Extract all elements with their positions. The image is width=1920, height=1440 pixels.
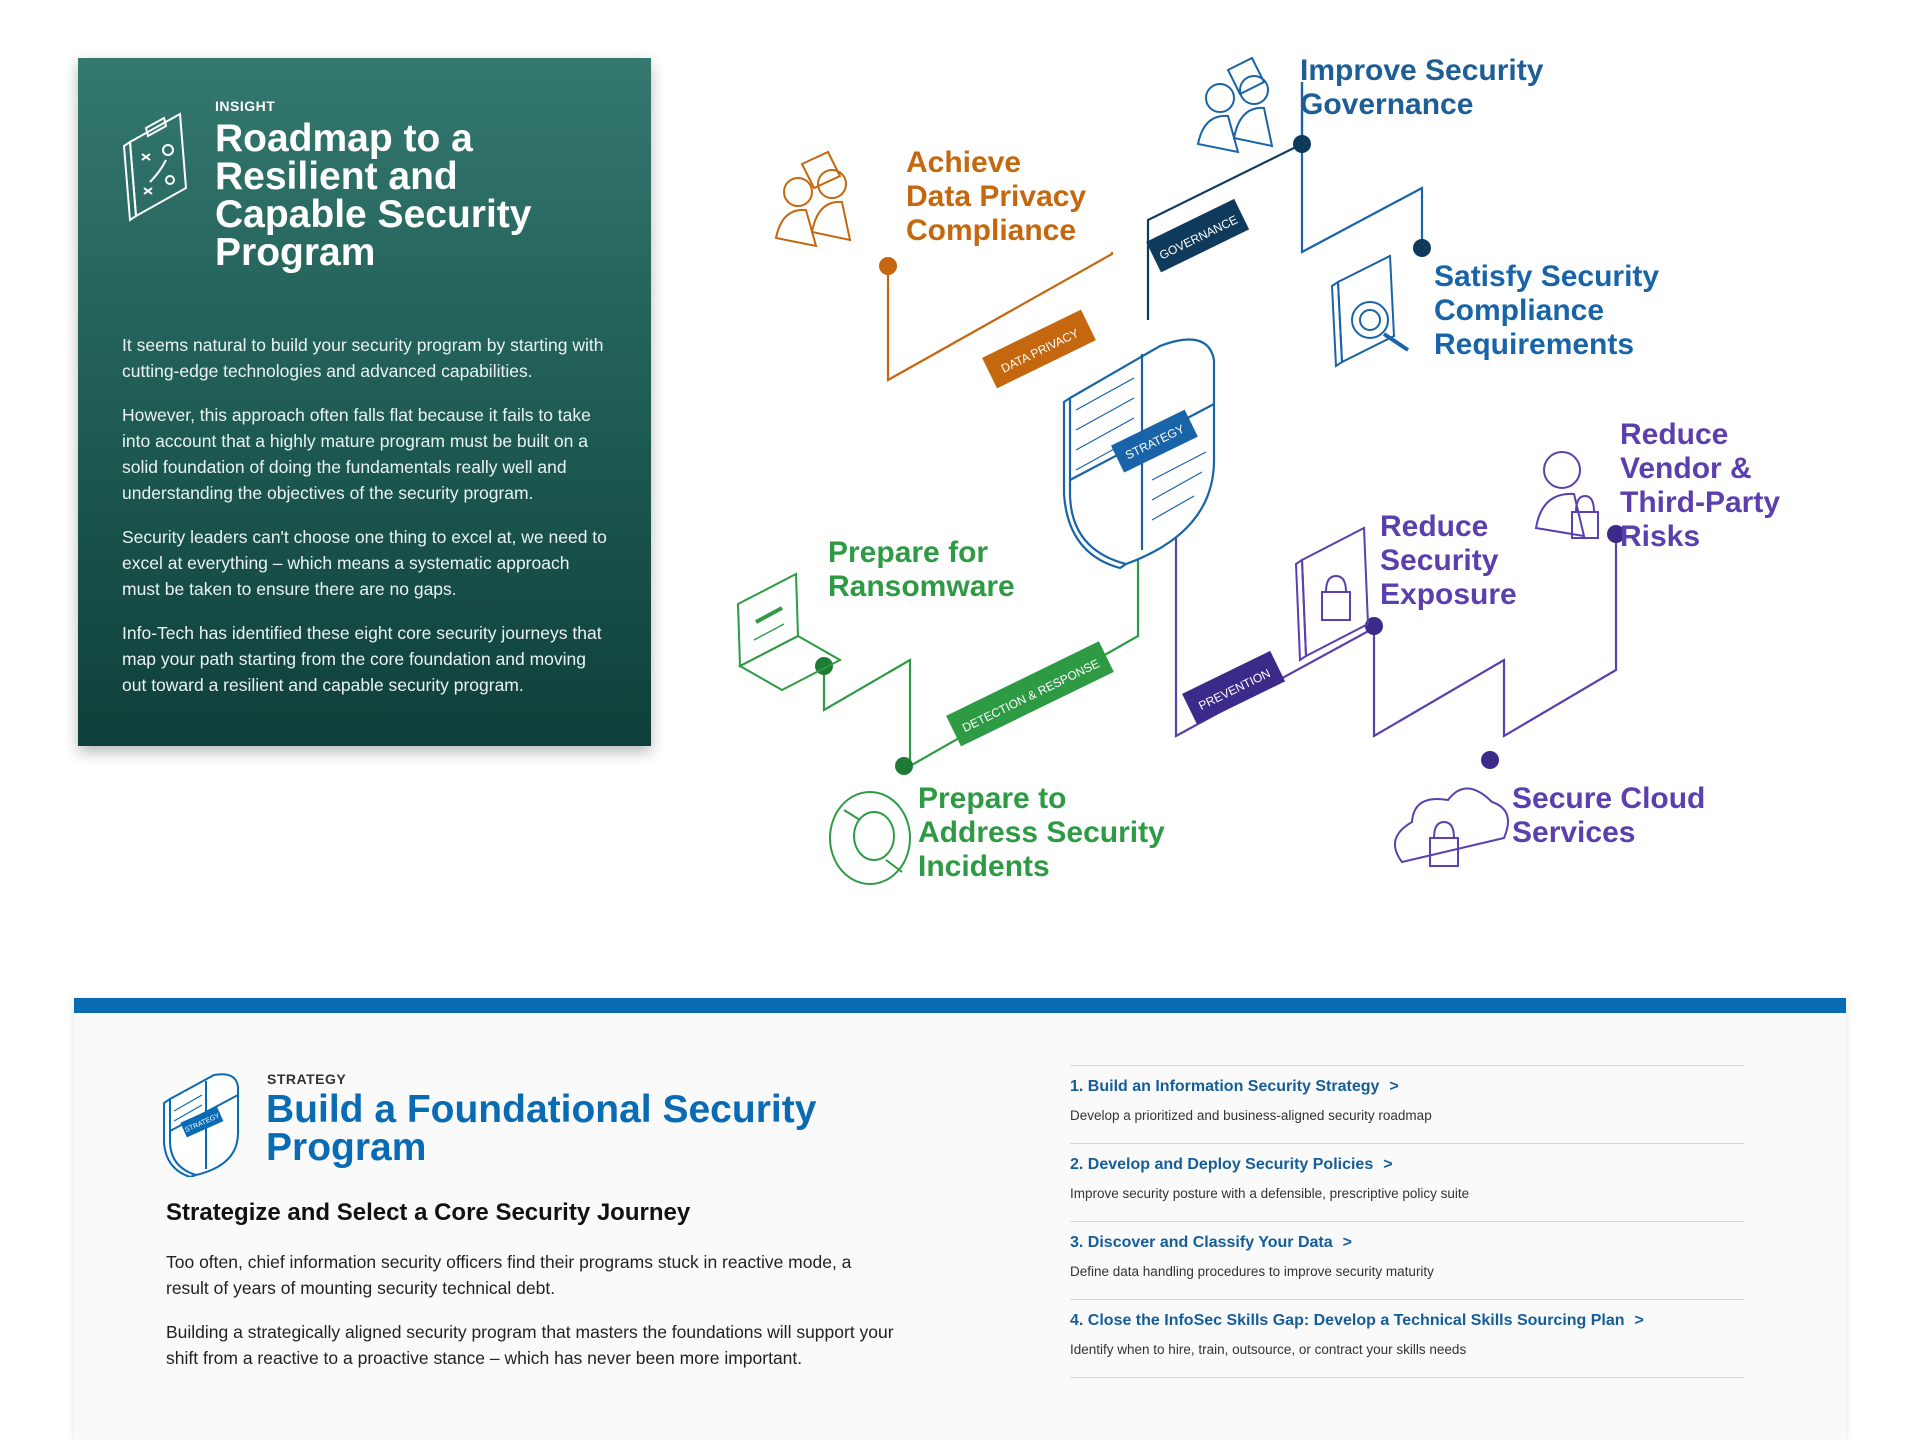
clipboard-strategy-icon xyxy=(120,102,190,232)
insight-paragraph: Security leaders can't choose one thing to excel at, we need to excel at everything – which means a systematic approach must be taken to ensure there are no gaps. xyxy=(122,527,607,599)
journey-link-classify-data[interactable]: 3. Discover and Classify Your Data > xyxy=(1070,1234,1352,1251)
list-item xyxy=(1070,1144,1744,1222)
governance-node xyxy=(1293,135,1311,153)
list-item xyxy=(1070,1300,1744,1378)
prevention-tag xyxy=(1182,651,1285,725)
journey-compliance-requirements: Satisfy Security Compliance Requirements xyxy=(1434,260,1660,361)
journey-security-exposure: Reduce Security Exposure xyxy=(1380,510,1517,611)
strategy-subtitle: Strategize and Select a Core Security Journey xyxy=(166,1199,691,1226)
compliance-magnifier-icon xyxy=(1332,256,1408,366)
strategy-journey-list xyxy=(1070,1065,1744,1378)
journey-description: Identify when to hire, train, outsource, or contract your skills needs xyxy=(1070,1342,1467,1357)
data-privacy-tag-text: DATA PRIVACY xyxy=(998,325,1081,376)
journey-improve-governance: Improve Security Governance xyxy=(1300,54,1544,121)
cloud-lock-icon xyxy=(1395,788,1508,866)
strategy-panel xyxy=(74,998,1846,1440)
journey-description: Improve security posture with a defensible, prescriptive policy suite xyxy=(1070,1186,1470,1201)
strategy-shield-small-icon xyxy=(162,1069,242,1177)
strategy-banner-text: STRATEGY xyxy=(1123,421,1187,463)
journey-vendor-risks: Reduce Vendor & Third-Party Risks xyxy=(1620,418,1781,553)
privacy-node xyxy=(879,257,897,275)
journey-cloud-services: Secure Cloud Services xyxy=(1512,782,1706,849)
data-privacy-tag xyxy=(982,310,1096,389)
strategy-title: Build a Foundational Security Program xyxy=(266,1088,817,1169)
list-item xyxy=(1070,1066,1744,1144)
insight-title: Roadmap to a Resilient and Capable Security Program xyxy=(215,117,532,274)
strategy-icon-label: STRATEGY xyxy=(184,1112,221,1135)
insight-paragraph: However, this approach often falls flat because it fails to take into account that a highly mature program must be built on a solid foundation of doing the fundamentals really well and understanding the objectives of the security program. xyxy=(122,405,591,503)
governance-connector-line xyxy=(1148,82,1302,320)
strategy-body xyxy=(166,1249,896,1389)
lifebuoy-incidents-icon xyxy=(830,792,910,884)
journey-link-security-strategy[interactable]: 1. Build an Information Security Strategy > xyxy=(1070,1078,1399,1095)
security-journeys-diagram xyxy=(690,20,1840,900)
journey-link-skills-gap[interactable]: 4. Close the InfoSec Skills Gap: Develop a Technical Skills Sourcing Plan > xyxy=(1070,1312,1644,1329)
chevron-right-icon: > xyxy=(1383,1156,1393,1173)
strategy-paragraph: Too often, chief information security officers find their programs stuck in reactive mode, a result of years of mounting security technical debt. xyxy=(166,1252,852,1298)
people-icon-governance xyxy=(1198,58,1272,152)
insight-paragraph: It seems natural to build your security program by starting with cutting-edge technologies and advanced capabilities. xyxy=(122,335,604,381)
cloud-node xyxy=(1481,751,1499,769)
clipboard-lock-icon xyxy=(1296,528,1368,660)
insight-paragraph: Info-Tech has identified these eight core security journeys that map your path starting from the core foundation and moving out toward a resilient and capable security program. xyxy=(122,623,602,695)
chevron-right-icon: > xyxy=(1634,1312,1644,1329)
journey-link-security-policies[interactable]: 2. Develop and Deploy Security Policies > xyxy=(1070,1156,1393,1173)
list-item xyxy=(1070,1222,1744,1300)
strategy-eyebrow: STRATEGY xyxy=(267,1071,347,1087)
people-icon-privacy xyxy=(776,152,850,246)
journey-description: Develop a prioritized and business-aligned security roadmap xyxy=(1070,1108,1432,1123)
journey-data-privacy: Achieve Data Privacy Compliance xyxy=(906,146,1087,247)
journey-ransomware: Prepare for Ransomware xyxy=(828,536,1015,603)
prevention-tag-text: PREVENTION xyxy=(1196,666,1273,713)
vendor-lock-icon xyxy=(1536,452,1598,538)
journey-security-incidents: Prepare to Address Security Incidents xyxy=(918,782,1165,883)
incidents-node xyxy=(895,757,913,775)
insight-eyebrow: INSIGHT xyxy=(215,98,276,114)
governance-tag xyxy=(1146,199,1249,273)
chevron-right-icon: > xyxy=(1342,1234,1352,1251)
journey-description: Define data handling procedures to improve security maturity xyxy=(1070,1264,1434,1279)
compliance-node xyxy=(1413,239,1431,257)
detection-tag xyxy=(946,641,1114,746)
governance-tag-text: GOVERNANCE xyxy=(1157,212,1240,263)
strategy-paragraph: Building a strategically aligned security program that masters the foundations will support your shift from a reactive to a proactive stance – which has never been more important. xyxy=(166,1322,894,1368)
insight-body xyxy=(122,332,612,716)
detection-tag-text: DETECTION & RESPONSE xyxy=(960,656,1102,735)
chevron-right-icon: > xyxy=(1389,1078,1399,1095)
insight-card xyxy=(78,58,651,746)
